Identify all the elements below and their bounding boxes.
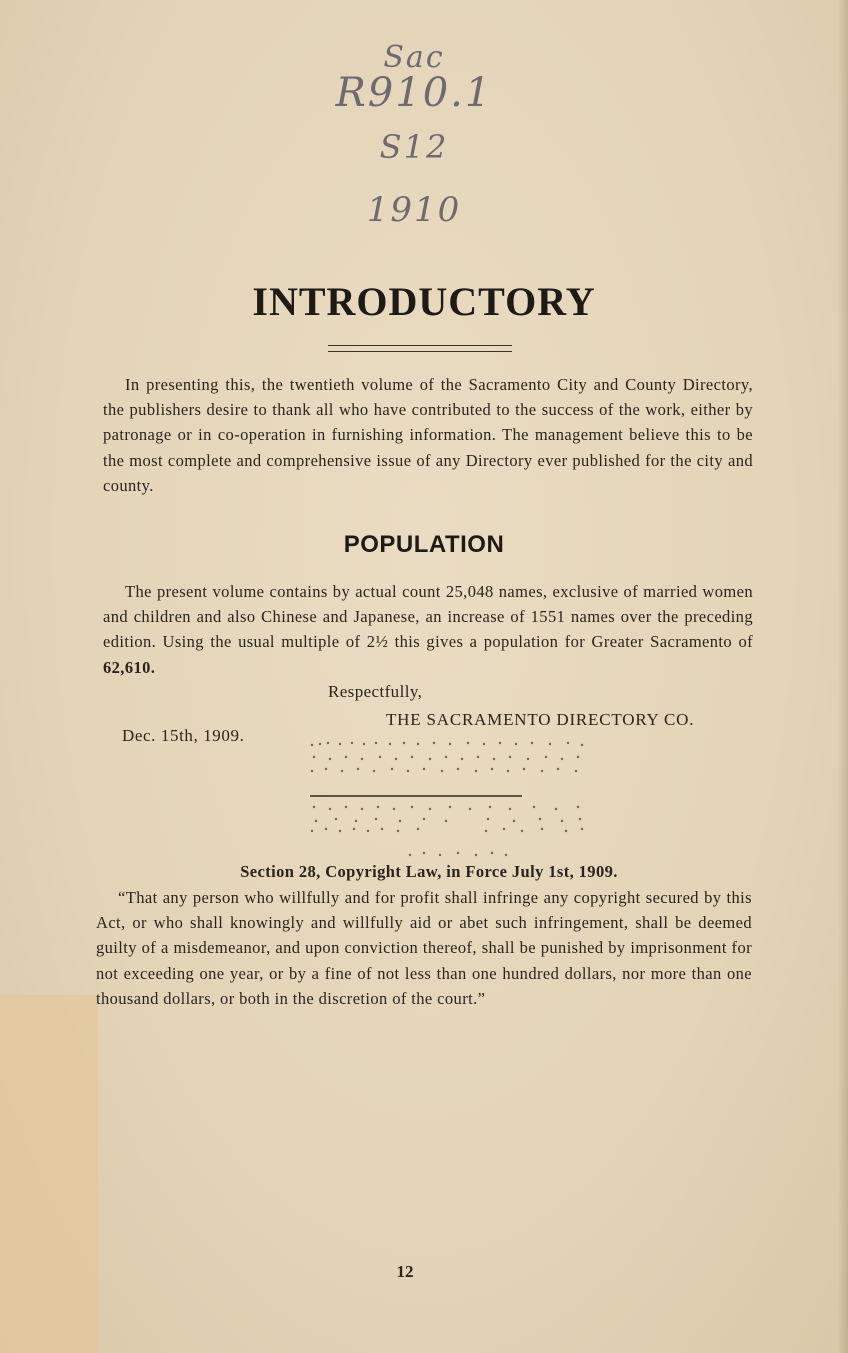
call-number-line-1: Sac bbox=[383, 40, 445, 75]
page-title: INTRODUCTORY bbox=[252, 279, 596, 324]
copyright-section-title: Section 28, Copyright Law, in Force July 1st, 1909. bbox=[240, 862, 618, 881]
intro-paragraph bbox=[103, 372, 753, 498]
copyright-paragraph bbox=[96, 885, 752, 1011]
paper-stain bbox=[0, 995, 98, 1353]
call-number-line-2: R910.1 bbox=[335, 70, 493, 116]
letter-date: Dec. 15th, 1909. bbox=[122, 726, 245, 745]
intro-text: In presenting this, the twentieth volume of the Sacramento City and County Directory, the publishers desire to thank all who have contributed to the success of the work, either by patronage or in co-operation in furnishing information. The management believe this to be the most complete and comprehensive issue of any Directory ever published for the city and county. bbox=[103, 375, 753, 495]
stamp-bar bbox=[310, 795, 522, 797]
call-number-year: 1910 bbox=[366, 190, 462, 230]
perforation-row-3 bbox=[409, 852, 507, 856]
population-heading: POPULATION bbox=[343, 531, 505, 558]
signer-name: THE SACRAMENTO DIRECTORY CO. bbox=[386, 710, 695, 729]
perforation-row-2 bbox=[311, 806, 583, 832]
population-paragraph bbox=[103, 579, 753, 680]
population-text: The present volume contains by actual count 25,048 names, exclusive of married women and children and also Chinese and Japanese, an increase of 1551 names over the preceding edition. Using the usual multiple of 2½ this gives a population for Greater Sacramento of bbox=[103, 582, 753, 652]
page-edge-shadow bbox=[838, 0, 848, 1353]
perforation-row-1 bbox=[311, 742, 583, 772]
call-number-line-3: S12 bbox=[379, 128, 449, 166]
closing-salutation: Respectfully, bbox=[328, 682, 423, 701]
copyright-text: “That any person who willfully and for profit shall infringe any copyright secured by this Act, or who shall knowingly and willfully aid or abet such infringement, shall be deemed guilty of a misdemeanor, and upon conviction thereof, shall be punished by imprisonment for not exceeding one year, or by a fine of not less than one hundred dollars, nor more than one thousand dollars, or both in the discretion of the court.” bbox=[96, 888, 752, 1008]
perforated-stamp bbox=[300, 735, 592, 865]
population-figure: 62,610. bbox=[103, 657, 156, 677]
title-double-rule bbox=[328, 345, 512, 352]
page-number: 12 bbox=[396, 1262, 414, 1281]
